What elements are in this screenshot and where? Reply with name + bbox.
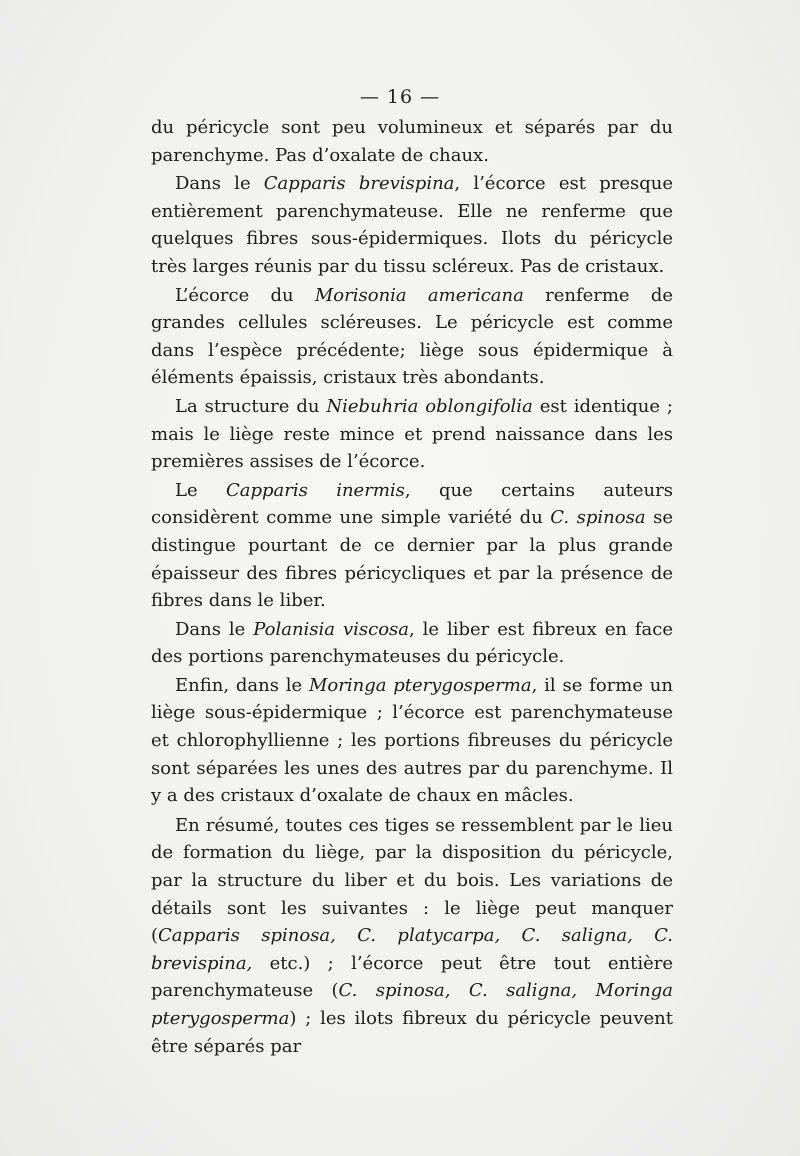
text-run: Dans le [175,173,264,195]
taxon-name: Polanisia viscosa [253,618,410,640]
taxon-name: Capparis spinosa, C. platycarpa, C. saligna, C. brevispina, [151,925,673,974]
text-run: , le liber est fibreux en face des portions parenchymateuses du péricycle. [151,618,673,668]
paragraph-capparis-brevispina [151,170,673,280]
taxon-name: C. spinosa, C. saligna, Moringa pterygosperma [151,980,674,1029]
taxon-name: C. spinosa [550,507,646,529]
text-run: etc.) ; l’écorce peut être tout entière parenchymateuse ( [151,952,673,1002]
text-run: Enfin, dans le [175,674,309,696]
taxon-name: Moringa pterygosperma [308,674,532,696]
paragraph-continuation [151,114,673,169]
text-run: du péricycle sont peu volumineux et séparés par du parenchyme. Pas d’oxalate de chaux. [151,117,673,166]
text-run: , il se forme un liège sous-épidermique ; l’écorce est parenchymateuse et chlorophyllienne ; les portions fibreuses du péricycle sont séparées les unes des autres par du parenchyme. Il y a des cristaux d’oxalate de chaux en mâcles. [151,674,673,807]
text-run: se distingue pourtant de ce dernier par la plus grande épaisseur des fibres péricycliques et par la présence de fibres dans le liber. [151,507,673,612]
text-run: Dans le [175,618,254,640]
text-run: La structure du [175,395,327,417]
paragraph-polanisia-viscosa [151,616,673,671]
page-number: — 16 — [359,86,441,108]
text-run: renferme de grandes cellules scléreuses. Le péricycle est comme dans l’espèce précédente; liège sous épidermique à éléments épaissis, cristaux très abondants. [151,284,674,389]
paragraph-moringa-pterygosperma [151,672,673,810]
body-text [151,114,673,1060]
text-run: est identique ; mais le liège reste mince et prend naissance dans les premières assises de l’écorce. [151,395,673,473]
taxon-name: Morisonia americana [314,284,524,306]
text-run: ) ; les ilots fibreux du péricycle peuvent être séparés par [151,1008,673,1057]
taxon-name: Capparis inermis [225,479,405,501]
text-run: , que certains auteurs considèrent comme une simple variété du [151,479,673,529]
paragraph-niebuhria-oblongifolia [151,393,673,476]
text-run: Le [175,479,226,501]
paragraph-morisonia-americana [151,282,673,392]
text-run: En résumé, toutes ces tiges se ressemblent par le lieu de formation du liège, par la disposition du péricycle, par la structure du liber et du bois. Les variations de détails sont les suivantes : le liège peut manquer ( [151,814,673,947]
paragraph-summary [151,812,673,1060]
taxon-name: Capparis brevispina [263,173,455,195]
text-run: L’écorce du [175,284,315,306]
paragraph-capparis-inermis [151,477,673,615]
text-run: , l’écorce est presque entièrement parenchymateuse. Elle ne renferme que quelques fibres sous-épidermiques. Ilots du péricycle très larges réunis par du tissu scléreux. Pas de cristaux. [151,173,673,277]
taxon-name: Niebuhria oblongifolia [326,395,533,417]
